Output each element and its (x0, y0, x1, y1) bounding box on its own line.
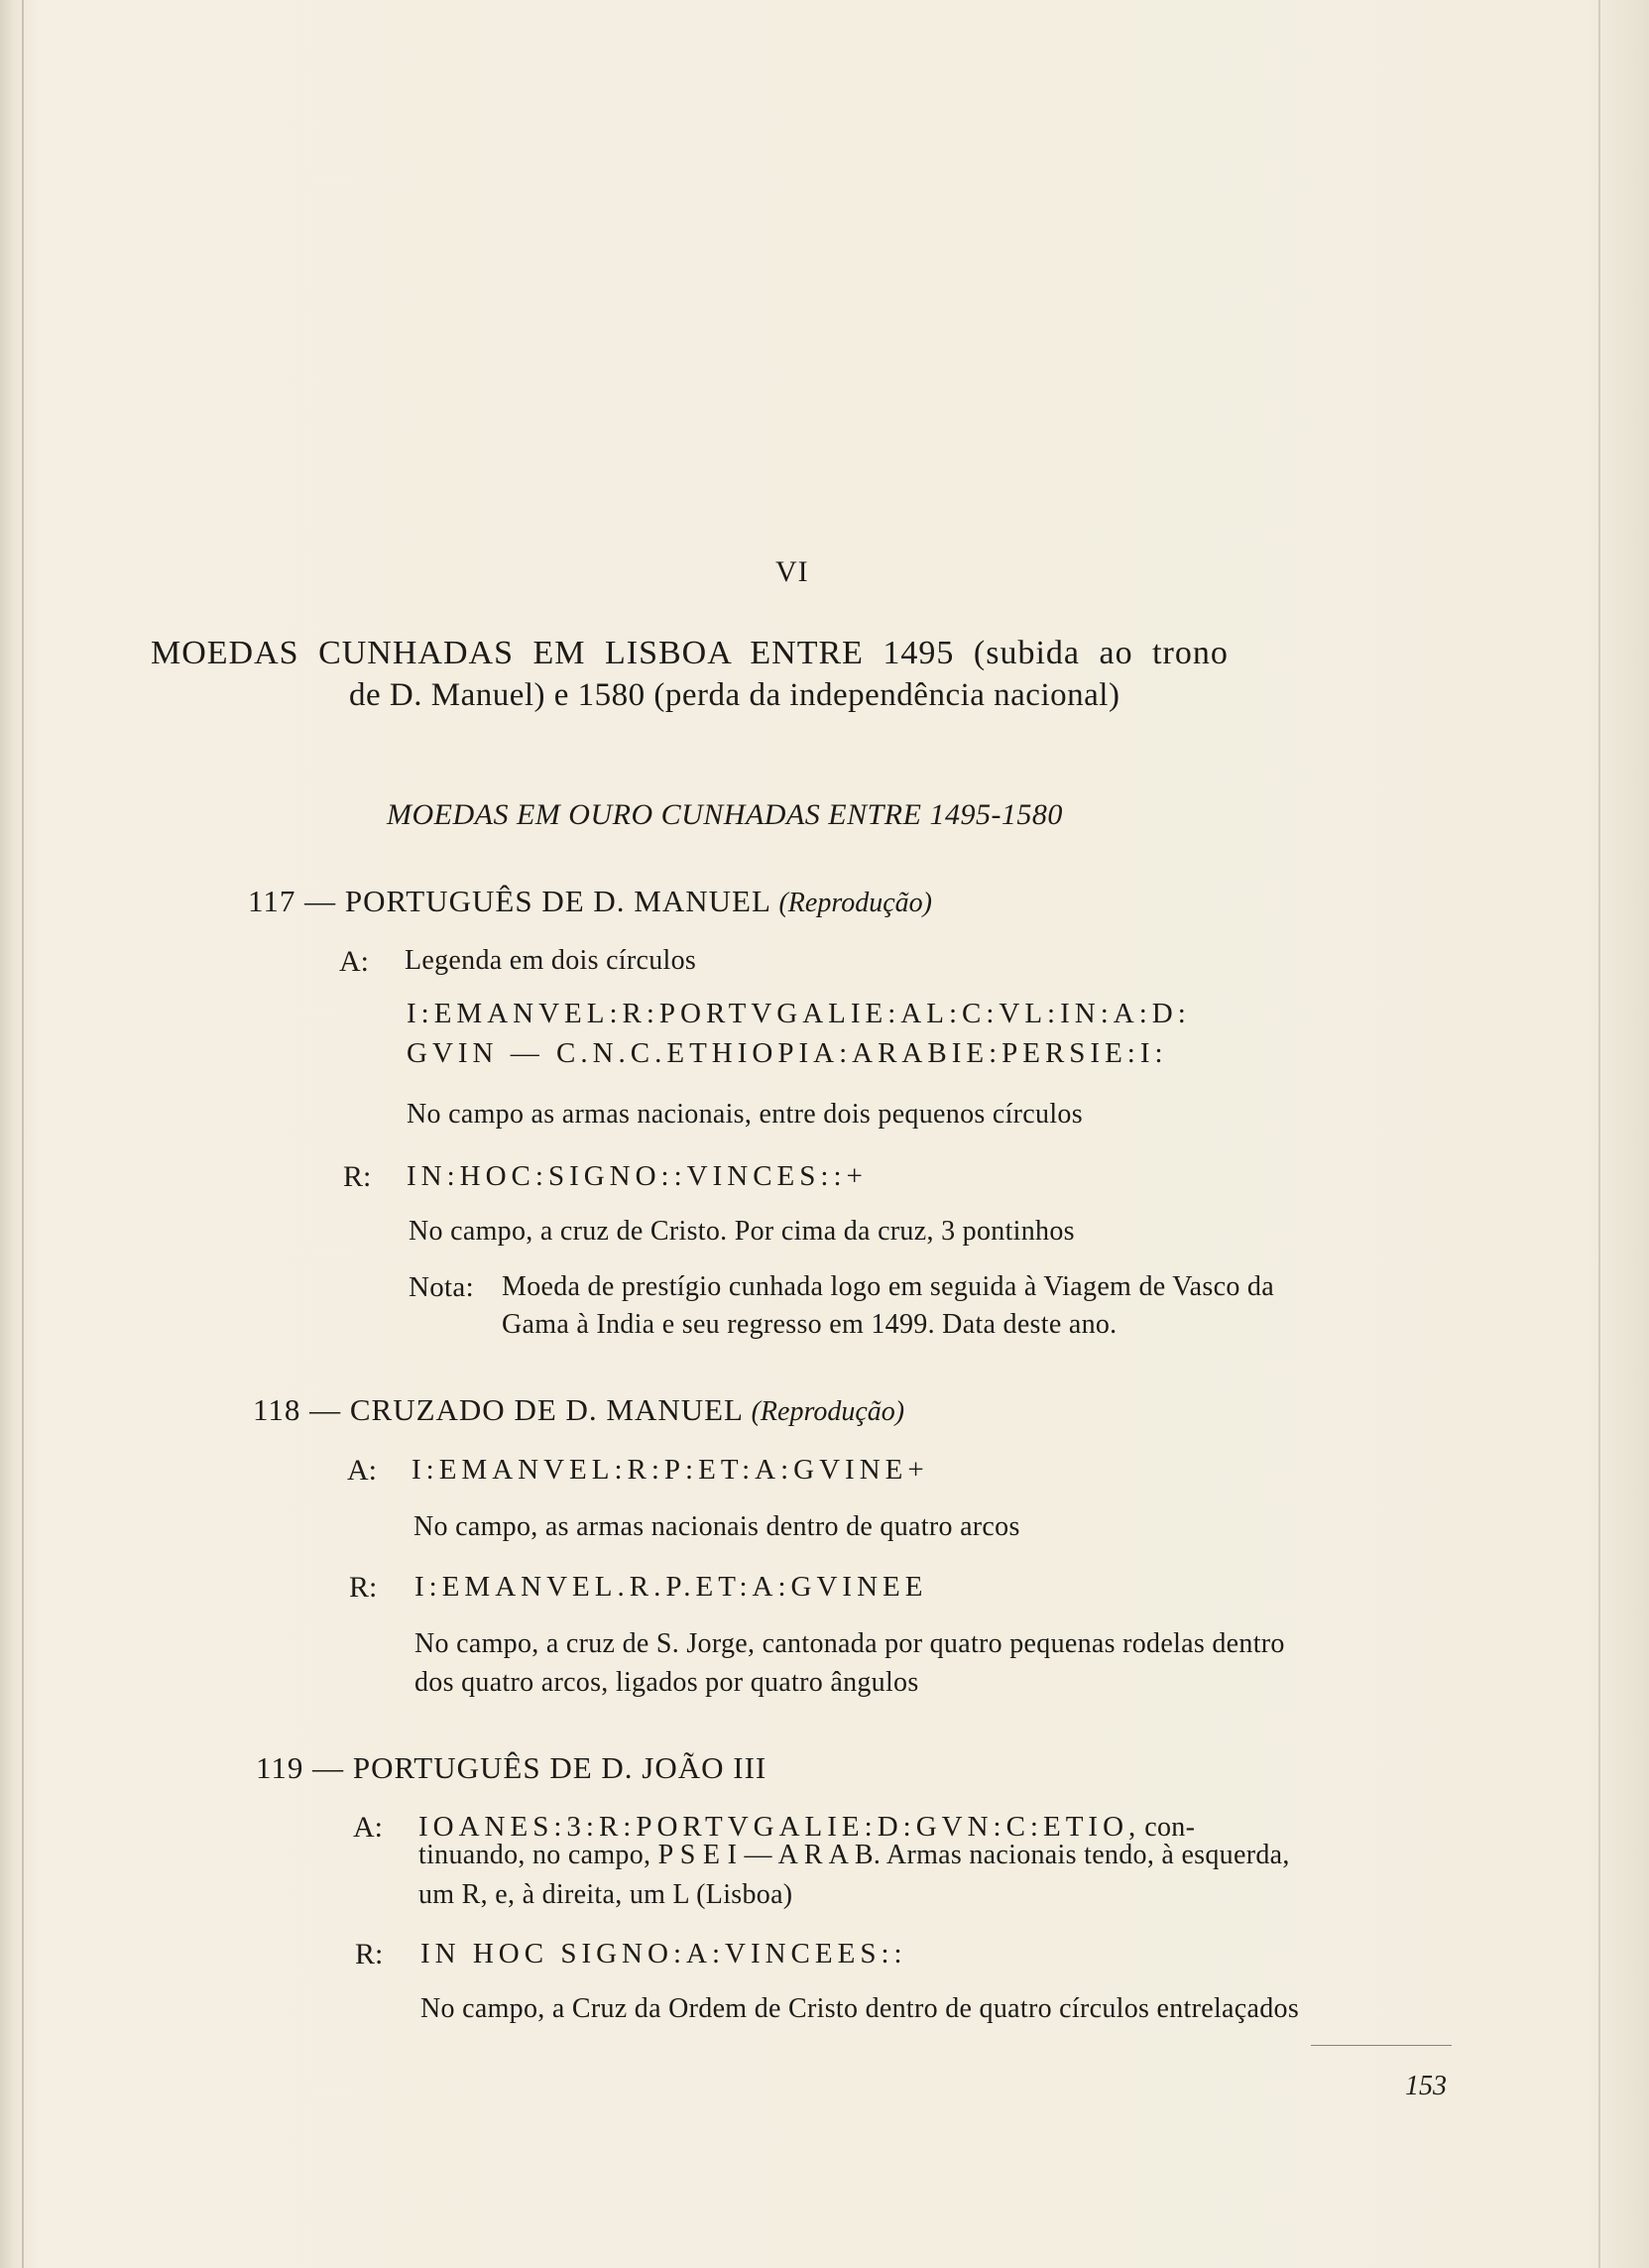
entry-117-obverse-legend-line-1: I:EMANVEL:R:PORTVGALIE:AL:C:VL:IN:A:D: (407, 998, 1191, 1029)
section-title-line-2: de D. Manuel) e 1580 (perda da independência nacional) (349, 677, 1120, 713)
entry-117-title (248, 884, 932, 919)
entry-118-title (253, 1392, 904, 1428)
subsection-title: MOEDAS EM OURO CUNHADAS ENTRE 1495-1580 (387, 798, 1063, 831)
entry-117-note-line-1: Moeda de prestígio cunhada logo em seguida à Viagem de Vasco da (502, 1271, 1274, 1302)
entry-117-reverse-label: R: (343, 1160, 372, 1193)
entry-117-obverse-label: A: (339, 945, 369, 978)
page-binding-edge (22, 0, 24, 2268)
page-number: 153 (1405, 2071, 1447, 2101)
entry-119-obverse-legend: IOANES:3:R:PORTVGALIE:D:GVN:C:ETIO, (418, 1811, 1141, 1843)
entry-117-reproduction-note: (Reprodução) (778, 888, 932, 918)
chapter-number: VI (775, 555, 809, 588)
entry-117-reverse-legend: IN:HOC:SIGNO::VINCES::+ (407, 1160, 868, 1192)
entry-118-obverse-legend: I:EMANVEL:R:P:ET:A:GVINE+ (412, 1454, 929, 1486)
entry-119-obverse-line-2: tinuando, no campo, P S E I — A R A B. Armas nacionais tendo, à esquerda, (418, 1840, 1290, 1870)
entry-117-reverse-field: No campo, a cruz de Cristo. Por cima da cruz, 3 pontinhos (409, 1216, 1075, 1247)
entry-117-obverse-legend-line-2: GVIN — C.N.C.ETHIOPIA:ARABIE:PERSIE:I: (407, 1037, 1168, 1069)
entry-119-obverse-label: A: (353, 1811, 383, 1844)
entry-119-reverse-legend: IN HOC SIGNO:A:VINCEES:: (420, 1938, 907, 1970)
entry-119-reverse-label: R: (355, 1938, 384, 1970)
entry-117-heading: 117 — PORTUGUÊS DE D. MANUEL (248, 884, 770, 918)
entry-117-obverse-field: No campo as armas nacionais, entre dois pequenos círculos (407, 1099, 1083, 1130)
entry-119-title: 119 — PORTUGUÊS DE D. JOÃO III (256, 1750, 767, 1785)
section-title-line-1: MOEDAS CUNHADAS EM LISBOA ENTRE 1495 (subida ao trono (151, 635, 1229, 671)
entry-117-note-line-2: Gama à India e seu regresso em 1499. Data deste ano. (502, 1309, 1118, 1340)
entry-119-obverse-line-3: um R, e, à direita, um L (Lisboa) (418, 1879, 793, 1910)
entry-118-reverse-legend: I:EMANVEL.R.P.ET:A:GVINEE (414, 1571, 928, 1603)
entry-118-obverse-label: A: (347, 1454, 377, 1487)
entry-118-reverse-label: R: (349, 1571, 378, 1604)
entry-117-obverse-description: Legenda em dois círculos (405, 945, 697, 976)
entry-117-note-label: Nota: (409, 1271, 474, 1303)
footer-rule (1311, 2045, 1452, 2046)
entry-118-reverse-field-line-2: dos quatro arcos, ligados por quatro ângulos (414, 1667, 919, 1698)
page-right-edge (1598, 0, 1600, 2268)
entry-118-reverse-field-line-1: No campo, a cruz de S. Jorge, cantonada por quatro pequenas rodelas dentro (414, 1628, 1285, 1659)
entry-119-obverse-continuation: con- (1144, 1812, 1196, 1843)
entry-119-reverse-field: No campo, a Cruz da Ordem de Cristo dentro de quatro círculos entrelaçados (420, 1993, 1300, 2024)
entry-118-reproduction-note: (Reprodução) (751, 1396, 905, 1427)
entry-118-obverse-field: No campo, as armas nacionais dentro de quatro arcos (413, 1511, 1020, 1542)
entry-118-heading: 118 — CRUZADO DE D. MANUEL (253, 1392, 743, 1427)
